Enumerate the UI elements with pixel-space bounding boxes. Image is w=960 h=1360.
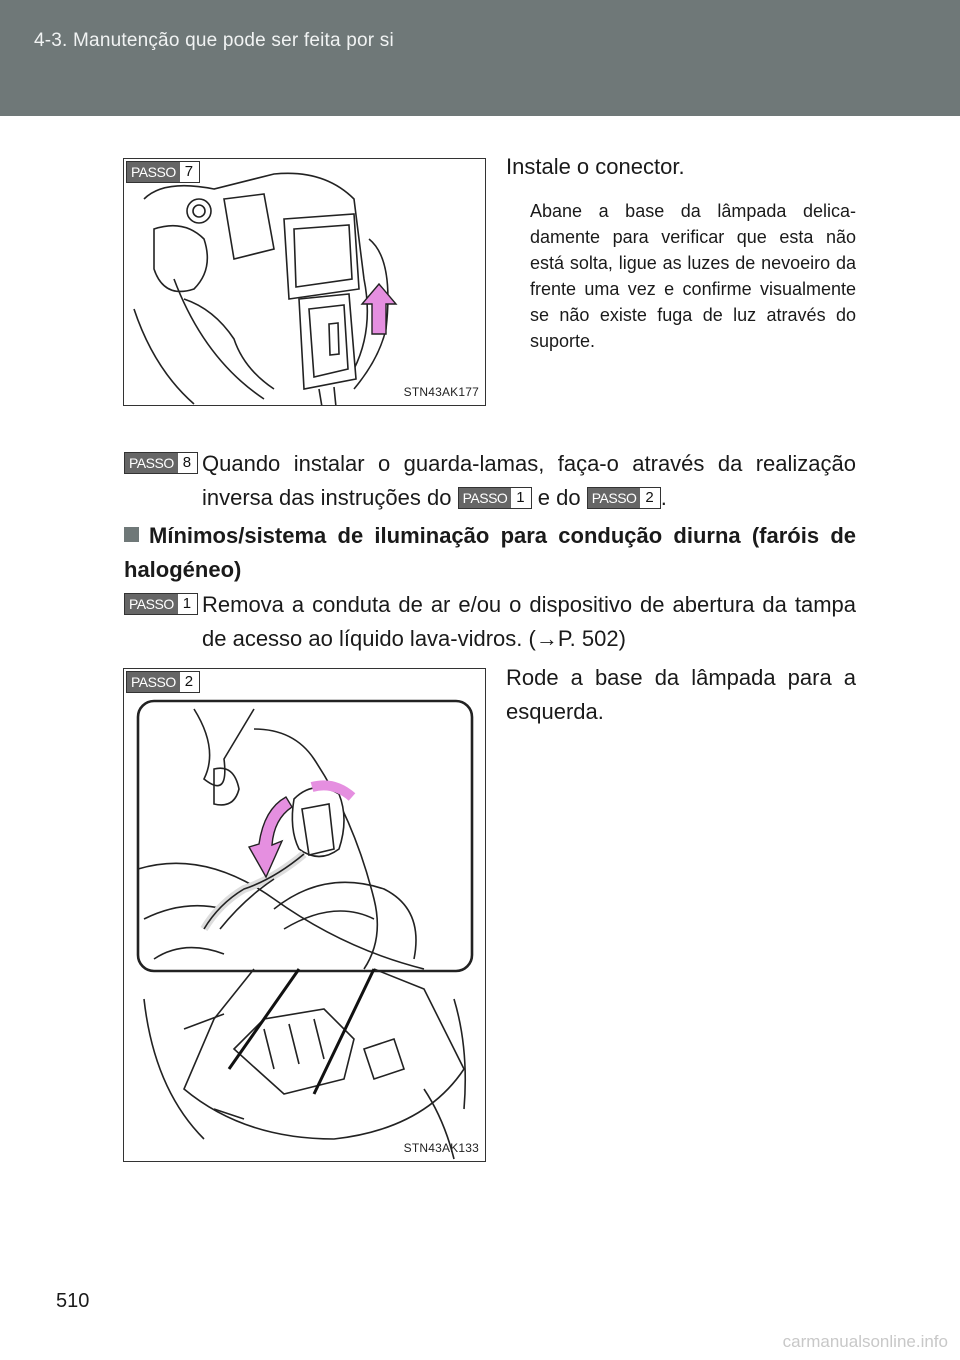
step-badge-8: [124, 452, 198, 474]
step-7-note: Abane a base da lâmpada delica-damente para verificar que esta não está solta, ligue as luzes de nevoeiro da frente uma vez e confirme visualmente se não existe fuga de luz através do suporte.: [530, 201, 856, 351]
halogen-step-2-text: Rode a base da lâmpada para a esquerda.: [506, 665, 856, 724]
step-badge-number: 8: [178, 453, 197, 473]
step-badge-label: PASSO: [127, 162, 180, 182]
section-title: 4-3. Manutenção que pode ser feita por si: [34, 30, 394, 51]
step-8-text-part: e do: [537, 485, 581, 510]
step-badge-number: 2: [180, 672, 199, 692]
step-8-text-part: .: [660, 485, 667, 510]
figure-code: STN43AK133: [403, 1141, 479, 1155]
page-header: [0, 0, 960, 116]
section-heading-text: Mínimos/sistema de iluminação para condução diurna (faróis de halogéneo): [124, 523, 856, 582]
step-badge-number: 7: [180, 162, 199, 182]
step-badge-label: PASSO: [127, 672, 180, 692]
step-badge-number: 1: [511, 488, 530, 508]
step-badge-label: PASSO: [459, 488, 512, 508]
step-badge-1: [124, 593, 198, 615]
square-bullet-icon: [124, 527, 139, 542]
step-badge-label: PASSO: [588, 488, 641, 508]
step-8-text: [202, 447, 856, 515]
step-badge-number: 1: [178, 594, 197, 614]
figure-step-7: [123, 158, 486, 406]
figure-step-2: [123, 668, 486, 1162]
step-badge-7: [126, 161, 200, 183]
figure-code: STN43AK177: [403, 385, 479, 399]
step-7-title: Instale o conector.: [506, 154, 685, 179]
step-badge-2: [126, 671, 200, 693]
step-badge-number: 2: [640, 488, 659, 508]
page-number: 510: [56, 1290, 90, 1312]
step-8-text-part: Quando instalar o guarda-lamas, faça-o através da realização inversa das instruções do: [202, 451, 856, 510]
halogen-step-1-text: Remova a conduta de ar e/ou o dispositivo de abertura da tampa de acesso ao líquido lava-vidros. (→P. 502): [202, 592, 856, 651]
step-badge-label: PASSO: [125, 594, 178, 614]
step-badge-label: PASSO: [125, 453, 178, 473]
section-heading: [124, 519, 856, 587]
bulb-base-illustration: [124, 669, 486, 1162]
inline-step-ref-1: [458, 487, 532, 509]
connector-illustration: [124, 159, 486, 406]
watermark: carmanualsonline.info: [782, 1332, 948, 1351]
inline-step-ref-2: [587, 487, 661, 509]
